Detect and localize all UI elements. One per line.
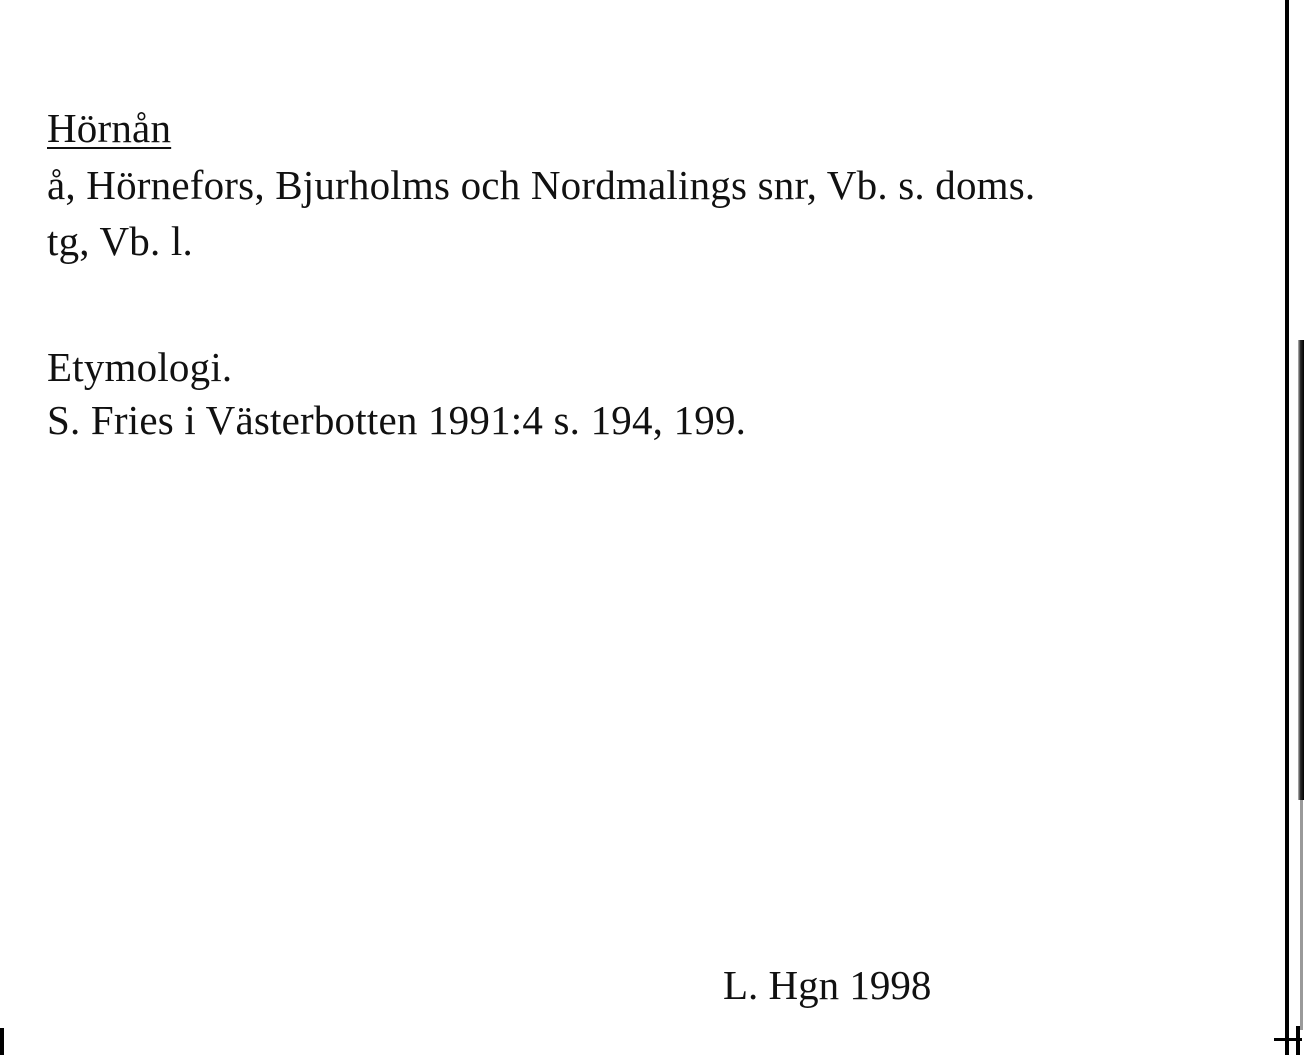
- etymology-reference: S. Fries i Västerbotten 1991:4 s. 194, 199.: [47, 397, 747, 443]
- headword: Hörnån: [47, 105, 172, 151]
- description-line-2: tg, Vb. l.: [47, 218, 193, 264]
- description-line-1: å, Hörnefors, Bjurholms och Nordmalings snr, Vb. s. doms.: [47, 162, 1036, 208]
- corner-mark-left: [0, 1028, 4, 1055]
- scan-edge-shadow: [1298, 340, 1304, 800]
- corner-mark-right-vertical: [1296, 1026, 1300, 1055]
- scan-edge-shadow-lower: [1300, 800, 1303, 1030]
- etymology-heading: Etymologi.: [47, 344, 233, 390]
- scan-edge-right: [1285, 0, 1289, 1055]
- signature: L. Hgn 1998: [723, 962, 932, 1008]
